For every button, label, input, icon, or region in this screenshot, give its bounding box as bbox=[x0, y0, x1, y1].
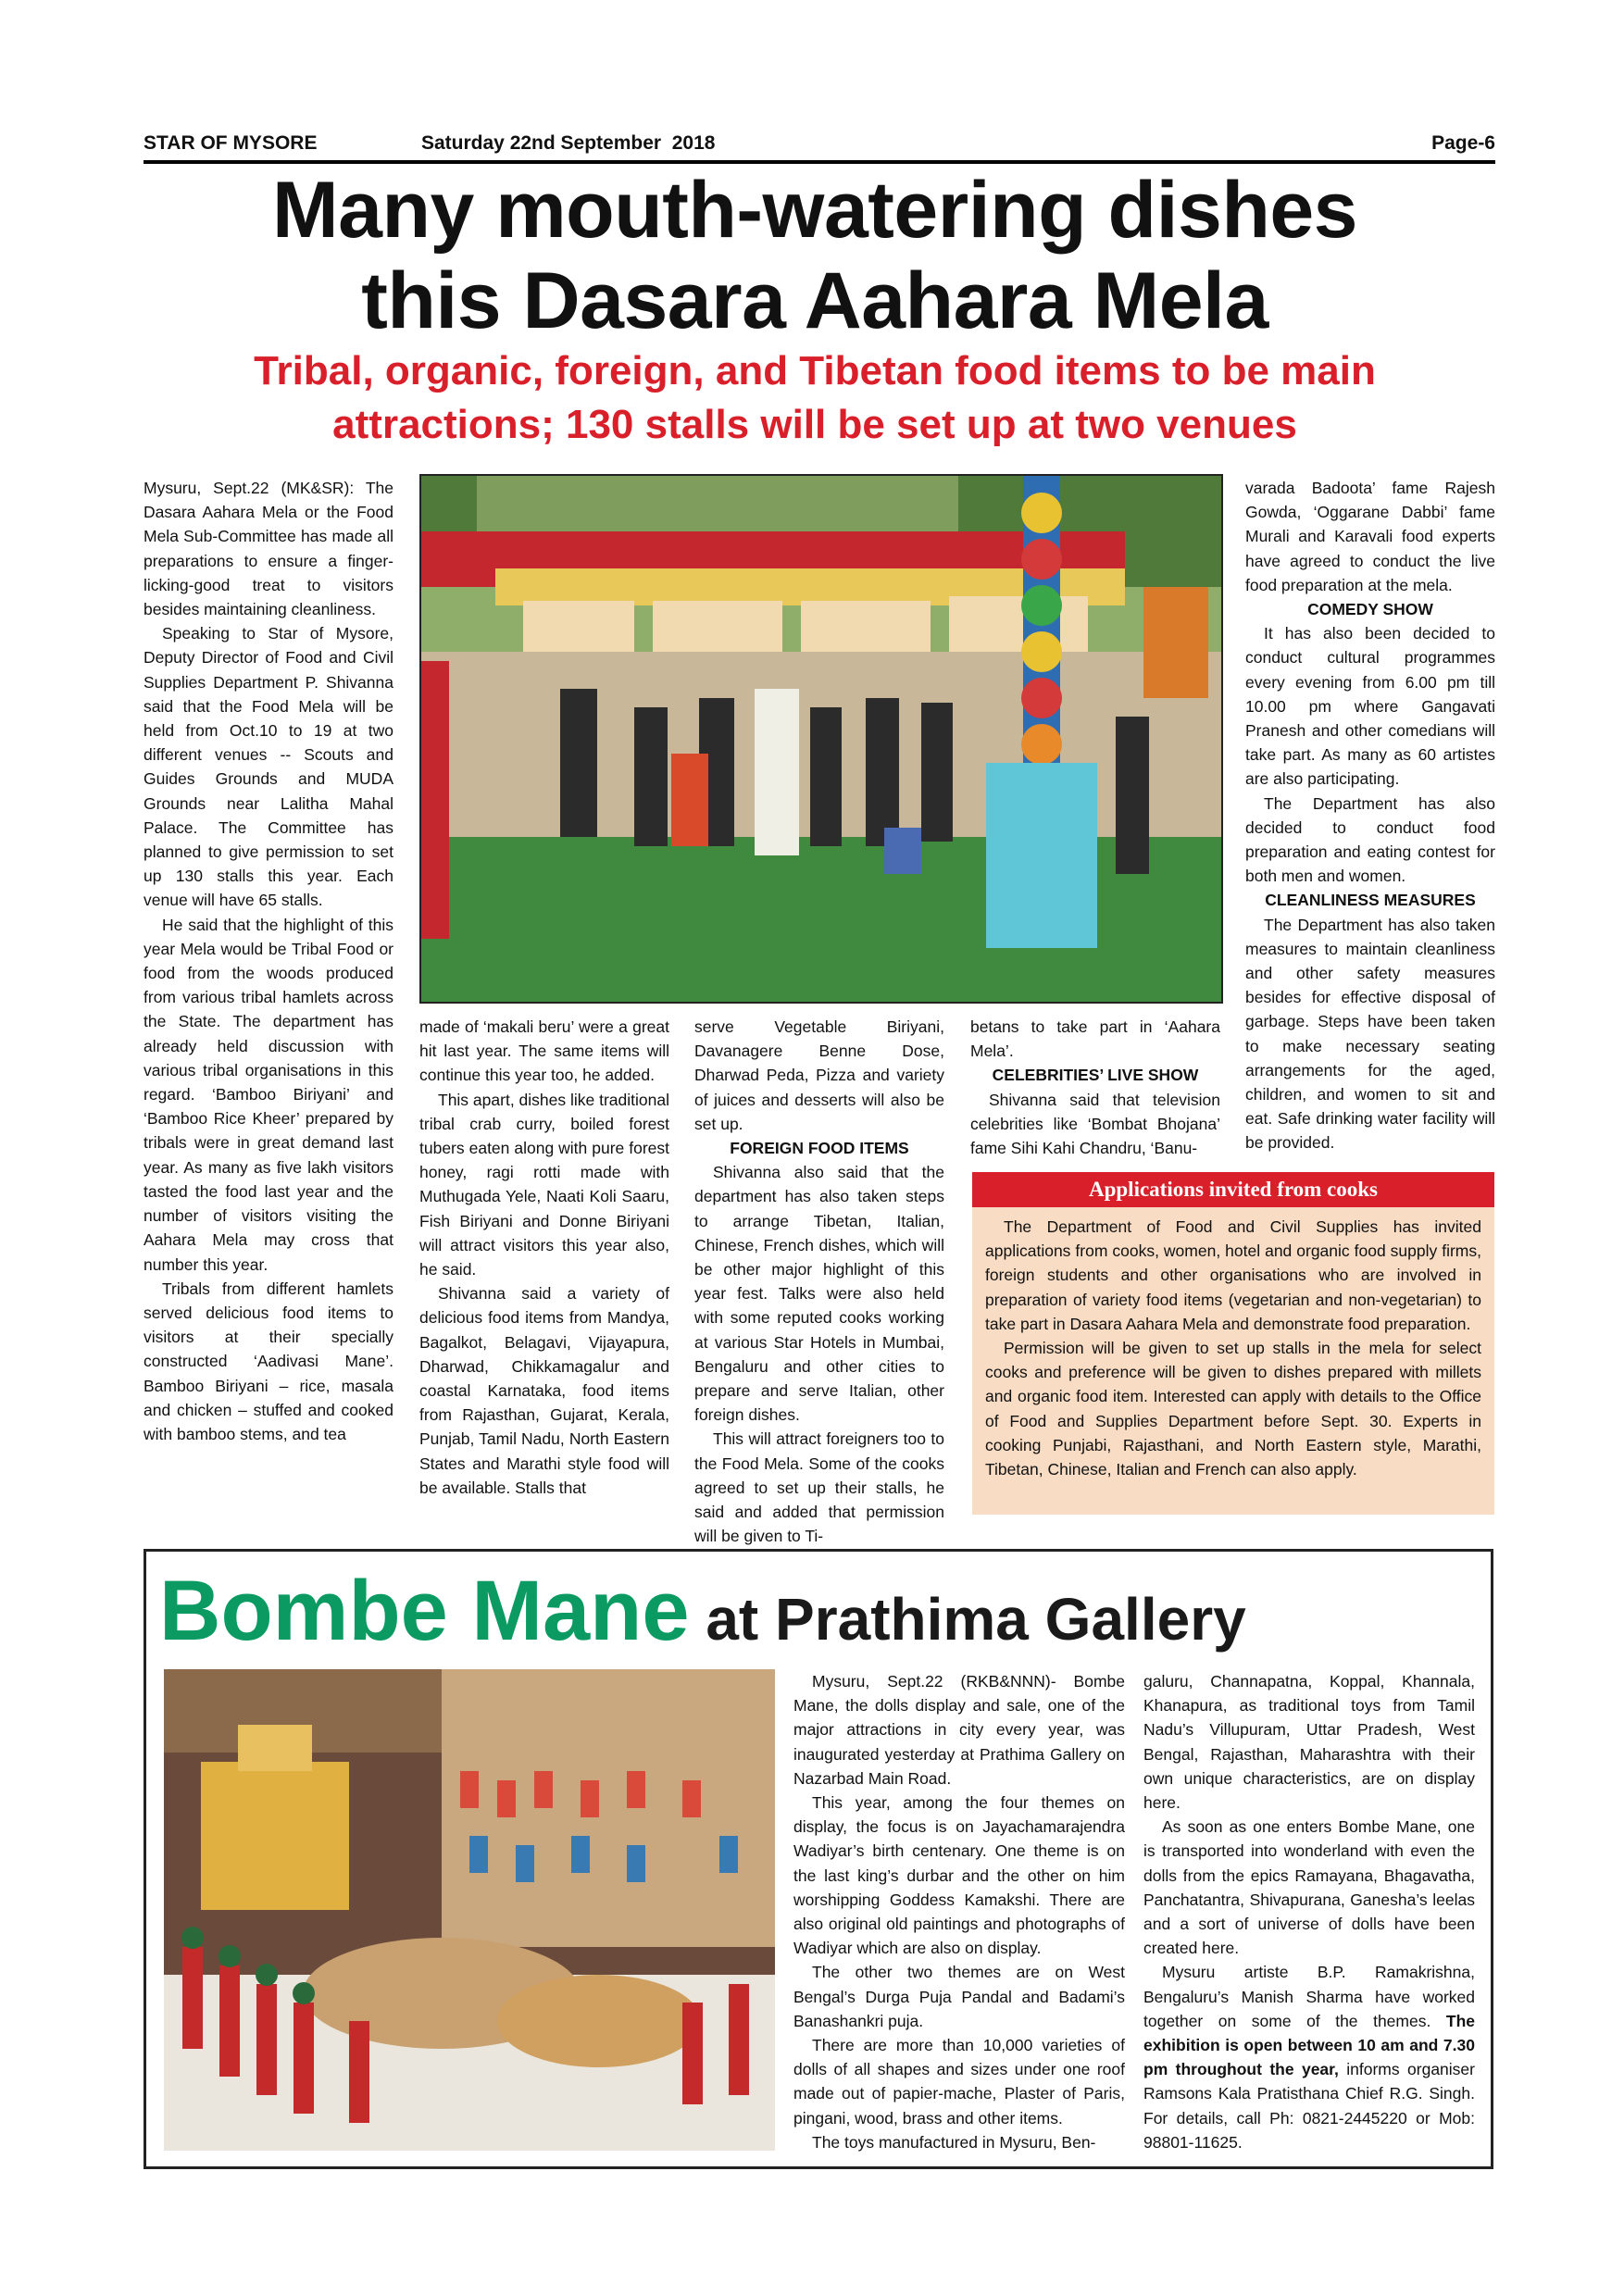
article1-column-2 bbox=[419, 1015, 669, 1500]
subheadline-line-2: attractions; 130 stalls will be set up at two venues bbox=[332, 402, 1297, 447]
paragraph: Mysuru, Sept.22 (MK&SR): The Dasara Aahara Mela or the Food Mela Sub-Committee has made all preparations to ensure a finger-licking-good treat to visitors besides maintaining cleanliness. bbox=[144, 479, 394, 619]
paragraph: There are more than 10,000 varieties of dolls of all shapes and sizes under one roof made out of papier-mache, Plaster of Paris, pingani, wood, brass and other items. bbox=[793, 2036, 1125, 2128]
article1-column-5 bbox=[1245, 476, 1495, 1155]
paragraph: It has also been decided to conduct cultural programmes every evening from 6.00 pm till 10.00 pm where Gangavati Pranesh and other comedians will take part. As many as 60 artistes are also participating. bbox=[1245, 624, 1495, 789]
paragraph: Mysuru, Sept.22 (RKB&NNN)- Bombe Mane, the dolls display and sale, one of the major attractions in city every year, was inaugurated yesterday at Prathima Gallery on Nazarbad Main Road. bbox=[793, 1672, 1125, 1788]
text-run: Mysuru artiste B.P. Ramakrishna, Bengaluru’s Manish Sharma have worked together on some of the themes. bbox=[1143, 1963, 1475, 2030]
paragraph: The Department has also decided to conduct food preparation and eating contest for both men and women. bbox=[1245, 793, 1495, 886]
article1-column-1 bbox=[144, 476, 394, 1446]
dolls-image bbox=[164, 1669, 775, 2151]
paragraph: The Department has also taken measures to maintain cleanliness and other safety measures besides for effective disposal of garbage. Steps have been taken to make necessary seating arrangements for the aged, children, and women to sit and eat. Safe drinking water facility will be provided. bbox=[1245, 915, 1495, 1153]
paragraph: This year, among the four themes on display, the focus is on Jayachamarajendra Wadiyar’s birth centenary. One theme is on the last king’s durbar and the other on him worshipping Goddess Kamakshi. There are also original old paintings and photographs of Wadiyar which are also on display. bbox=[793, 1793, 1125, 1958]
article2-column-2 bbox=[1143, 1669, 1475, 2154]
section-subhead: FOREIGN FOOD ITEMS bbox=[730, 1139, 909, 1158]
paragraph: Shivanna said that television celebrities like ‘Bombat Bhojana’ fame Sihi Kahi Chandru, ‘Banu- bbox=[970, 1090, 1220, 1158]
paragraph: serve Vegetable Biriyani, Davanagere Benne Dose, Dharwad Peda, Pizza and variety of juices and desserts will also be set up. bbox=[694, 1017, 944, 1133]
paragraph: This will attract foreigners too to the Food Mela. Some of the cooks agreed to set up their stalls, he said and added that permission will be given to Ti- bbox=[694, 1429, 944, 1546]
paragraph: betans to take part in ‘Aahara Mela’. bbox=[970, 1017, 1220, 1061]
paper-name: STAR OF MYSORE bbox=[144, 132, 318, 154]
subheadline bbox=[111, 344, 1518, 452]
headline bbox=[111, 165, 1518, 346]
paragraph: The other two themes are on West Bengal’s Durga Puja Pandal and Badami’s Banashankri puja. bbox=[793, 1963, 1125, 2030]
food-stalls-image bbox=[421, 476, 1221, 1002]
food-mela-photo bbox=[419, 474, 1223, 1004]
bold-text-run: The exhibition is open between 10 am and 7.30 pm throughout the year, bbox=[1143, 2011, 1475, 2079]
paragraph: The toys manufactured in Mysuru, Ben- bbox=[812, 2132, 1096, 2152]
paragraph: varada Badoota’ fame Rajesh Gowda, ‘Oggarane Dabbi’ fame Murali and Karavali food experts have agreed to conduct the live food preparation at the mela. bbox=[1245, 479, 1495, 594]
article1-column-3 bbox=[694, 1015, 944, 1548]
article2-column-1 bbox=[793, 1669, 1125, 2154]
paragraph: Shivanna said a variety of delicious food items from Mandya, Bagalkot, Belagavi, Vijayapura, Dharwad, Chikkamagalur and coastal Karnataka, food items from Rajasthan, Gujarat, Kerala, Punjab, Tamil Nadu, North Eastern States and Marathi style food will be available. Stalls that bbox=[419, 1284, 669, 1497]
paragraph: Speaking to Star of Mysore, Deputy Director of Food and Civil Supplies Department P. Shivanna said that the Food Mela will be held from Oct.10 to 19 at two different venues -- Scouts and Guides Grounds and MUDA Grounds near Lalitha Mahal Palace. The Committee has planned to give permission to set up 130 stalls this year. Each venue will have 65 stalls. bbox=[144, 624, 394, 910]
section-subhead: COMEDY SHOW bbox=[1307, 600, 1433, 619]
text-run: informs organiser Ramsons Kala Pratisthana Chief R.G. Singh. For details, call Ph: 0821-2445220 or Mob: 98801-11625. bbox=[1143, 2060, 1475, 2152]
headline-green: Bombe Mane bbox=[159, 1564, 690, 1658]
issue-date: Saturday 22nd September 2018 bbox=[421, 132, 716, 154]
headline-line-1: Many mouth-watering dishes bbox=[271, 166, 1358, 255]
paragraph: As soon as one enters Bombe Mane, one is transported into wonderland with even the dolls from the epics Ramayana, Bhagavatha, Panchatantra, Shivapurana, Ganesha’s leelas and a sort of universe of dolls have been created here. bbox=[1143, 1817, 1475, 1958]
headline-line-2: this Dasara Aahara Mela bbox=[361, 256, 1268, 345]
page-number: Page-6 bbox=[1431, 132, 1495, 154]
applications-box bbox=[972, 1207, 1494, 1515]
paragraph: Permission will be given to set up stalls in the mela for select cooks and preference will be given to dishes prepared with millets and organic food item. Interested can apply with details to the Office of Food and Supplies Department before Sept. 30. Experts in cooking Punjabi, Rajasthani, and North Eastern style, Marathi, Tibetan, Chinese, Italian and French can also apply. bbox=[985, 1339, 1481, 1479]
paragraph: made of ‘makali beru’ were a great hit last year. The same items will continue this year too, he added. bbox=[419, 1017, 669, 1085]
section-subhead: CELEBRITIES’ LIVE SHOW bbox=[992, 1066, 1199, 1085]
paragraph: Shivanna also said that the department has also taken steps to arrange Tibetan, Italian, Chinese, French dishes, which will be other major highlight of this year fest. Talks were also held with some reputed cooks working at various Star Hotels in Mumbai, Bengaluru and other cities to prepare and serve Italian, other foreign dishes. bbox=[694, 1163, 944, 1425]
subheadline-line-1: Tribal, organic, foreign, and Tibetan food items to be main bbox=[254, 348, 1376, 393]
paragraph: This apart, dishes like traditional tribal crab curry, boiled forest tubers eaten along with pure forest honey, ragi rotti made with Muthugada Yele, Naati Koli Saaru, Fish Biriyani and Donne Biriyani will attract visitors this year also, he said. bbox=[419, 1090, 669, 1279]
paragraph: Tribals from different hamlets served delicious food items to visitors at their specially constructed ‘Aadivasi Mane’. Bamboo Biriyani – rice, masala and chicken – stuffed and cooked with bamboo stems, and tea bbox=[144, 1279, 394, 1443]
paragraph: The Department of Food and Civil Supplies has invited applications from cooks, women, hotel and organic food supply firms, foreign students and other organisations who are involved in preparation of variety food items (vegetarian and non-vegetarian) to take part in Dasara Aahara Mela and demonstrate food preparation. bbox=[985, 1217, 1481, 1333]
headline-black: at Prathima Gallery bbox=[689, 1586, 1246, 1653]
masthead bbox=[144, 129, 1495, 164]
applications-box-title: Applications invited from cooks bbox=[972, 1172, 1494, 1207]
dolls-display-photo bbox=[164, 1669, 775, 2151]
bombe-mane-headline bbox=[159, 1565, 1246, 1682]
paragraph: He said that the highlight of this year Mela would be Tribal Food or food from the woods produced from various tribal hamlets across the State. The department has already held discussion with various tribal organisations in this regard. ‘Bamboo Biriyani’ and ‘Bamboo Rice Kheer’ prepared by tribals were in great demand last year. As many as five lakh visitors tasted the food last year and the number of visitors visiting the Aahara Mela may cross that number this year. bbox=[144, 915, 394, 1274]
section-subhead: CLEANLINESS MEASURES bbox=[1265, 891, 1476, 910]
paragraph bbox=[1143, 1960, 1475, 2154]
paragraph: galuru, Channapatna, Koppal, Khannala, Khanapura, as traditional toys from Tamil Nadu’s Villupuram, Uttar Pradesh, West Bengal, Rajasthan, Maharashtra with their own unique characteristics, are on display here. bbox=[1143, 1672, 1475, 1813]
article1-column-4 bbox=[970, 1015, 1220, 1160]
